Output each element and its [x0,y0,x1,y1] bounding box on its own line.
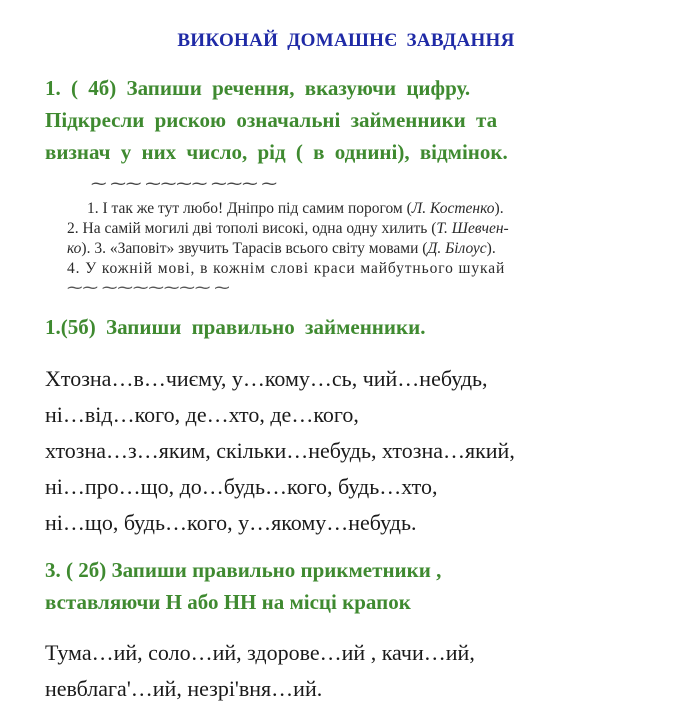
textbook-excerpt [67,176,631,297]
task-2-pronouns [45,361,515,541]
excerpt-sentence-2: 2. На самій могилі дві тополі високі, одна одну хилить (Т. Шевчен- [67,220,509,237]
task-2-line-5: ні…що, будь…кого, у…якому…небудь. [45,510,417,535]
task-1-instructions [45,72,508,168]
task-3-adjectives [45,635,475,707]
excerpt-sentence-4: 4. У кожній мові, в кожнім слові краси майбутнього шукай [67,260,506,277]
page-title: ВИКОНАЙ ДОМАШНЄ ЗАВДАННЯ [177,30,515,51]
excerpt-sentence-1: 1. І так же тут любо! Дніпро під самим порогом (Л. Костенко). [87,200,504,217]
excerpt-cut-bottom-line: ⁓⁓ ⁓⁓⁓⁓⁓⁓⁓ ⁓ [67,280,230,297]
task-2-line-3: хтозна…з…яким, скільки…небудь, хтозна…який, [45,438,515,463]
task-3-line-2: вставляючи Н або НН на місці крапок [45,590,411,614]
task-1-line-2: Підкресли рискою означальні займенники та [45,108,498,132]
task-2-heading: 1.(5б) Запиши правильно займенники. [45,315,426,339]
task-3-body-line-2: невблага'…ий, незрі'вня…ий. [45,676,323,701]
task-1-line-3: визнач у них число, рід ( в однині), відмінок. [45,140,508,164]
task-3-line-1: 3. ( 2б) Запиши правильно прикметники , [45,558,442,582]
task-2-line-2: ні…від…кого, де…хто, де…кого, [45,402,359,427]
task-2-line-1: Хтозна…в…чиєму, у…кому…сь, чий…небудь, [45,366,488,391]
task-2-line-4: ні…про…що, до…будь…кого, будь…хто, [45,474,438,499]
task-1-line-1: 1. ( 4б) Запиши речення, вказуючи цифру. [45,76,471,100]
excerpt-sentence-3: ко). 3. «Заповіт» звучить Тарасів всього світу мовами (Д. Білоус). [67,240,496,257]
task-3-body-line-1: Тума…ий, соло…ий, здорове…ий , качи…ий, [45,640,475,665]
excerpt-cut-top-line: ⁓ ⁓⁓ ⁓⁓⁓⁓ ⁓⁓⁓ ⁓ [91,176,277,193]
task-3-instructions [45,554,441,618]
